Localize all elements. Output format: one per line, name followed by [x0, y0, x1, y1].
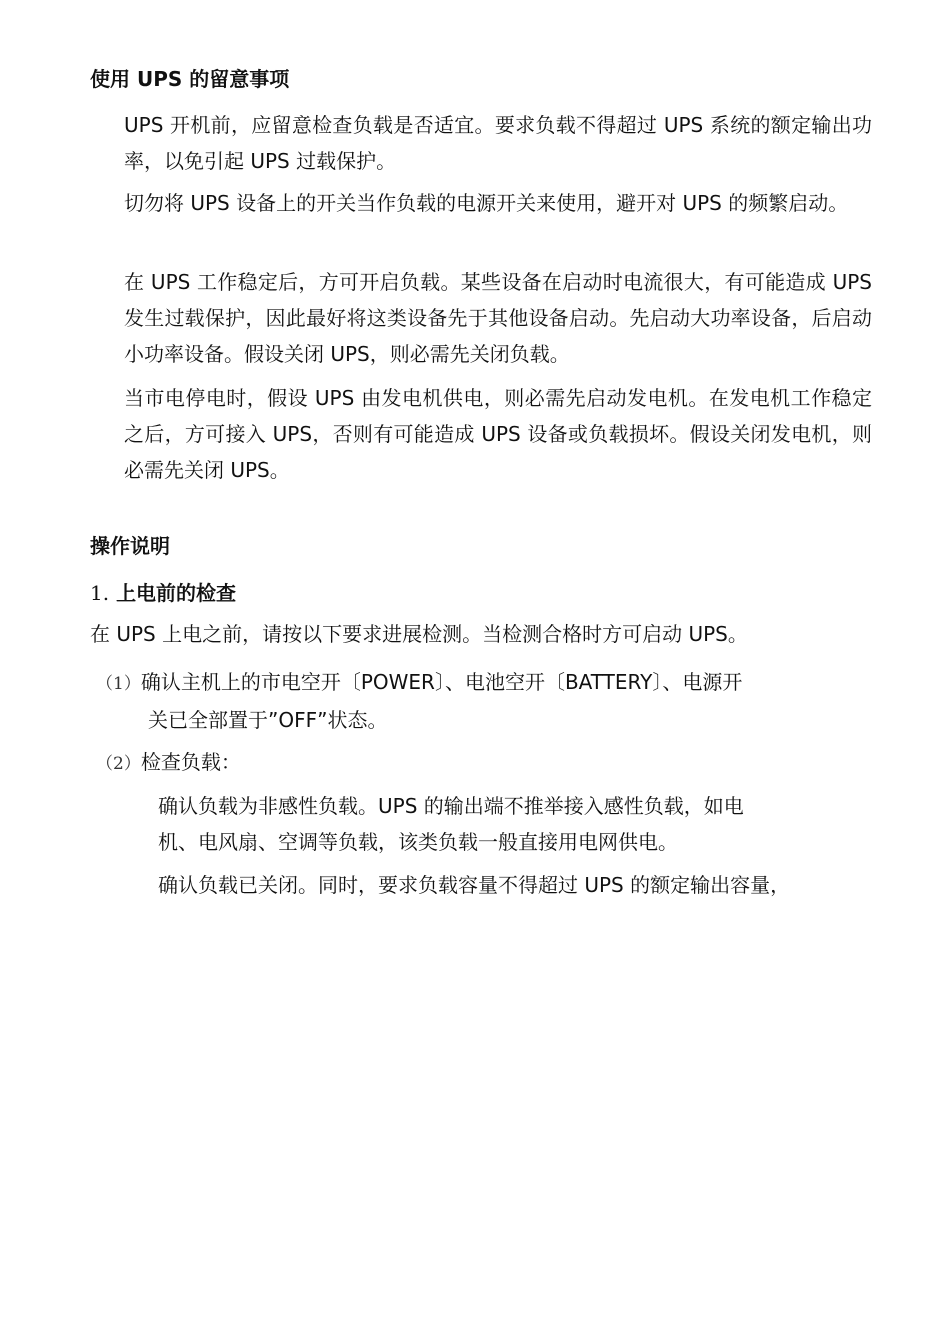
list-item-breakers: [96, 664, 852, 738]
sub-item-line-1: 确认负载为非感性负载。UPS 的输出端不推举接入感性负载，如电: [158, 794, 744, 818]
step-heading-pre-power-check: [90, 578, 236, 608]
list-item-text-first: 检查负载：: [140, 750, 241, 774]
step-number: 1.: [90, 581, 110, 605]
paragraph-switch-warning: 切勿将 UPS 设备上的开关当作负载的电源开关来使用，避开对 UPS 的频繁启动。: [124, 191, 849, 215]
step-title: 上电前的检查: [116, 581, 237, 605]
list-marker: （1）: [96, 674, 141, 694]
intro-text: 在 UPS 上电之前，请按以下要求进展检测。当检测合格时方可启动 UPS。: [90, 622, 748, 646]
sub-item-line-2: 机、电风扇、空调等负载，该类负载一般直接用电网供电。: [158, 830, 678, 854]
sub-item-non-inductive: [158, 788, 858, 860]
paragraph-generator: 当市电停电时，假设 UPS 由发电机供电，则必需先启动发电机。在发电机工作稳定之后，方可接入 UPS，否则有可能造成 UPS 设备或负载损坏。假设关闭发电机，则必需先关闭 UPS。: [124, 386, 872, 482]
sub-item-load-off: [158, 867, 858, 903]
list-item-check-load: [96, 744, 852, 782]
paragraph-load-check: UPS 开机前，应留意检查负载是否适宜。要求负载不得超过 UPS 系统的额定输出功率，以免引起 UPS 过载保护。: [124, 113, 872, 173]
list-item-text-first: 确认主机上的市电空开〔POWER〕、电池空开〔BATTERY〕、电源开: [140, 670, 743, 694]
list-item-text-rest: 关已全部置于”OFF”状态。: [148, 708, 388, 732]
section-title-operation: 操作说明: [90, 534, 170, 558]
section-title-ups-precautions: 使用 UPS 的留意事项: [90, 67, 290, 91]
sub-item-line-1: 确认负载已关闭。同时，要求负载容量不得超过 UPS 的额定输出容量，: [158, 873, 791, 897]
list-marker: （2）: [96, 754, 141, 774]
paragraph-startup-order: 在 UPS 工作稳定后，方可开启负载。某些设备在启动时电流很大，有可能造成 UPS 发生过载保护，因此最好将这类设备先于其他设备启动。先启动大功率设备，后启动小功率设备。假设关闭 UPS，则必需先关闭负载。: [124, 270, 872, 366]
